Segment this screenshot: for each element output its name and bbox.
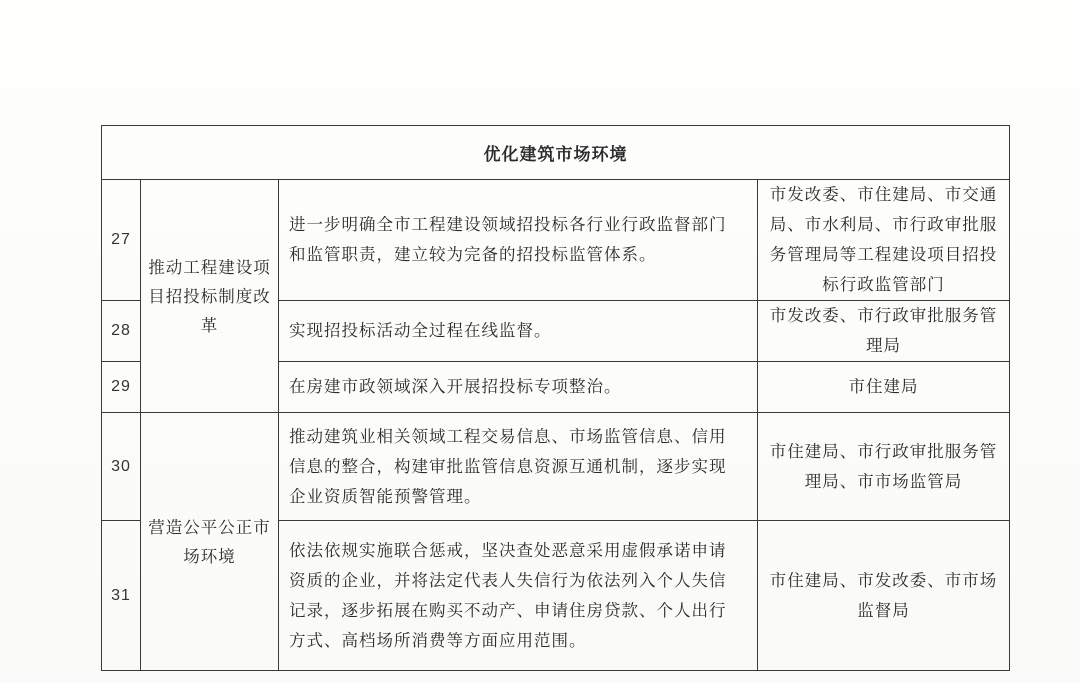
responsible-departments: 市发改委、市行政审批服务管理局: [758, 301, 1010, 362]
row-number: 31: [102, 521, 141, 671]
measure-text: 进一步明确全市工程建设领域招投标各行业行政监督部门和监管职责，建立较为完备的招投标监管体系。: [279, 180, 758, 301]
responsible-departments: 市住建局: [758, 362, 1010, 413]
responsible-departments: 市发改委、市住建局、市交通局、市水利局、市行政审批服务管理局等工程建设项目招投标行政监管部门: [758, 180, 1010, 301]
responsible-departments: 市住建局、市发改委、市市场监督局: [758, 521, 1010, 671]
category-bidding-reform: 推动工程建设项目招投标制度改革: [141, 180, 279, 413]
row-number: 29: [102, 362, 141, 413]
table-row: [102, 180, 1010, 301]
category-fair-market: 营造公平公正市场环境: [141, 413, 279, 671]
measure-text: 在房建市政领域深入开展招投标专项整治。: [279, 362, 758, 413]
measure-text: 实现招投标活动全过程在线监督。: [279, 301, 758, 362]
measure-text: 推动建筑业相关领域工程交易信息、市场监管信息、信用信息的整合，构建审批监管信息资源互通机制，逐步实现企业资质智能预警管理。: [279, 413, 758, 521]
measures-table: [101, 125, 1010, 671]
responsible-departments: 市住建局、市行政审批服务管理局、市市场监管局: [758, 413, 1010, 521]
measure-text: 依法依规实施联合惩戒，坚决查处恶意采用虚假承诺申请资质的企业，并将法定代表人失信行为依法列入个人失信记录，逐步拓展在购买不动产、申请住房贷款、个人出行方式、高档场所消费等方面应用范围。: [279, 521, 758, 671]
row-number: 27: [102, 180, 141, 301]
row-number: 30: [102, 413, 141, 521]
table-row: [102, 413, 1010, 521]
section-title: 优化建筑市场环境: [102, 126, 1010, 180]
row-number: 28: [102, 301, 141, 362]
table-title-row: [102, 126, 1010, 180]
